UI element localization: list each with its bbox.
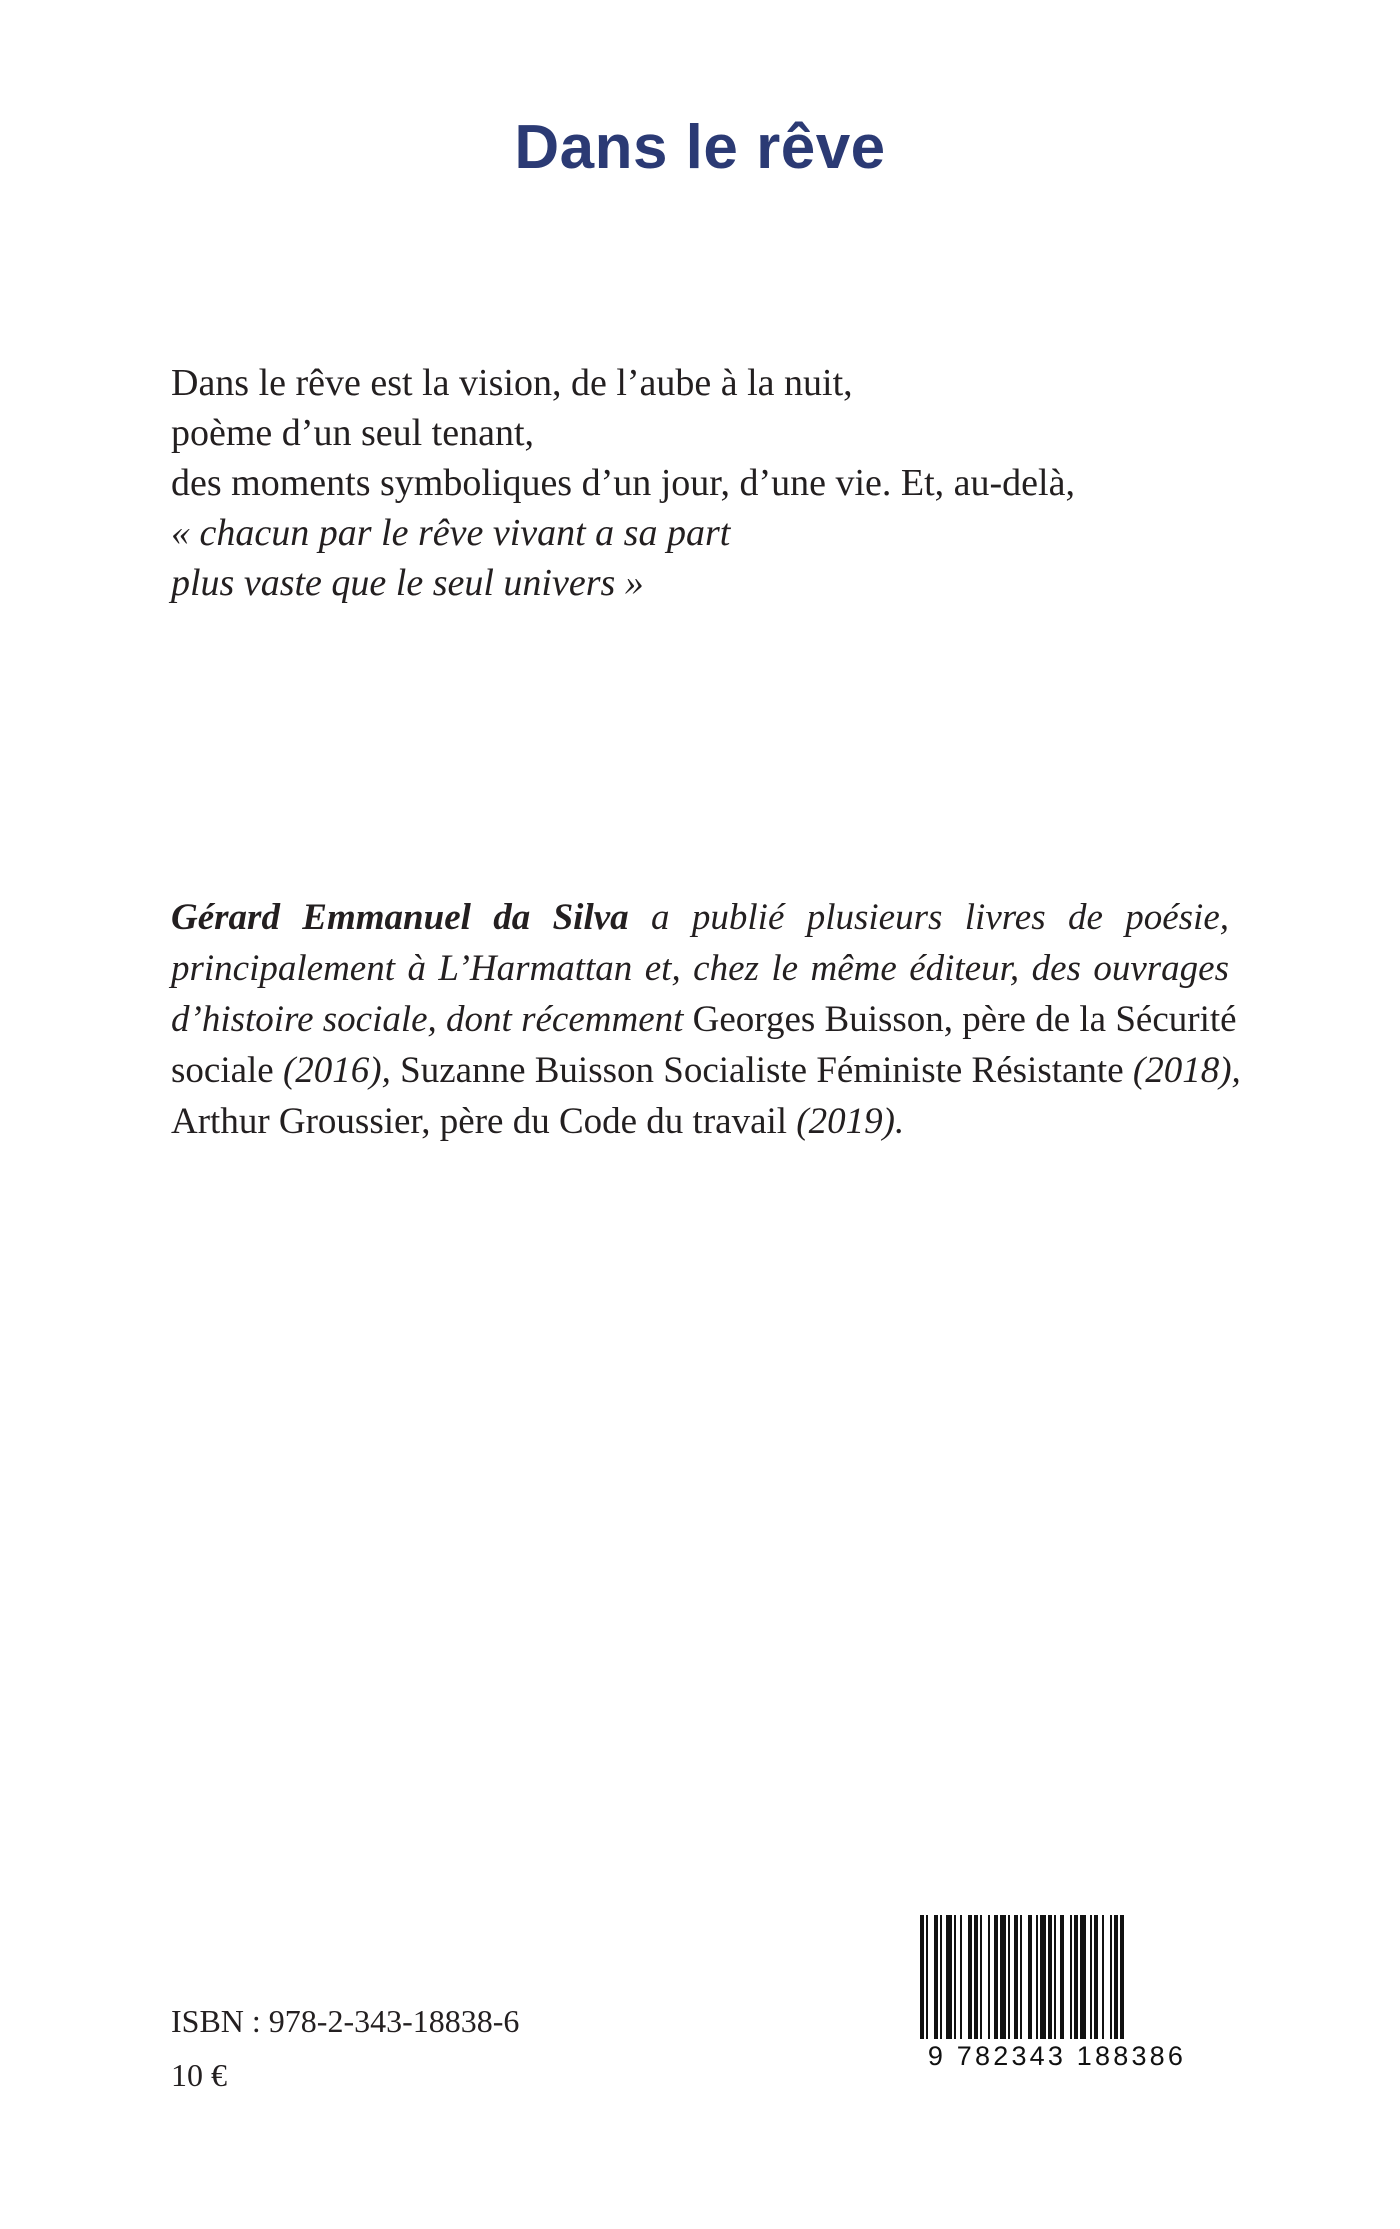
author-name: Gérard Emmanuel da Silva (171, 897, 629, 938)
bio-line: d’histoire sociale, dont récemment Georges Buisson, père de la Sécurité (171, 999, 1237, 1040)
barcode-digits: 9 782343 188386 (927, 2041, 1187, 2071)
book-title: Dans le rêve (514, 113, 886, 182)
book-reference: Arthur Groussier, père du Code du travail (171, 1101, 788, 1142)
author-biography (171, 892, 1241, 1147)
bio-line: Gérard Emmanuel da Silva a publié plusieurs livres de poésie, (171, 897, 1229, 938)
barcode-bars (912, 1915, 1202, 2039)
poem-excerpt (171, 358, 1271, 608)
price: 10 € (171, 2057, 227, 2093)
isbn-number: ISBN : 978-2-343-18838-6 (171, 2003, 520, 2039)
bio-line: Arthur Groussier, père du Code du travail (2019). (171, 1101, 905, 1142)
bio-line: sociale (2016), Suzanne Buisson Socialiste Féministe Résistante (2018), (171, 1050, 1241, 1091)
book-reference: Suzanne Buisson Socialiste Féministe Résistante (400, 1050, 1124, 1091)
poem-line: poème d’un seul tenant, (171, 412, 535, 454)
poem-line: Dans le rêve est la vision, de l’aube à la nuit, (171, 362, 853, 404)
barcode (912, 1915, 1202, 2095)
poem-line: des moments symboliques d’un jour, d’une vie. Et, au-delà, (171, 462, 1075, 504)
poem-quote-line: plus vaste que le seul univers » (171, 562, 644, 604)
poem-quote-line: « chacun par le rêve vivant a sa part (171, 512, 731, 554)
bio-line: principalement à L’Harmattan et, chez le même éditeur, des ouvrages (171, 948, 1229, 989)
book-reference: Georges Buisson, père de la Sécurité (692, 999, 1237, 1040)
